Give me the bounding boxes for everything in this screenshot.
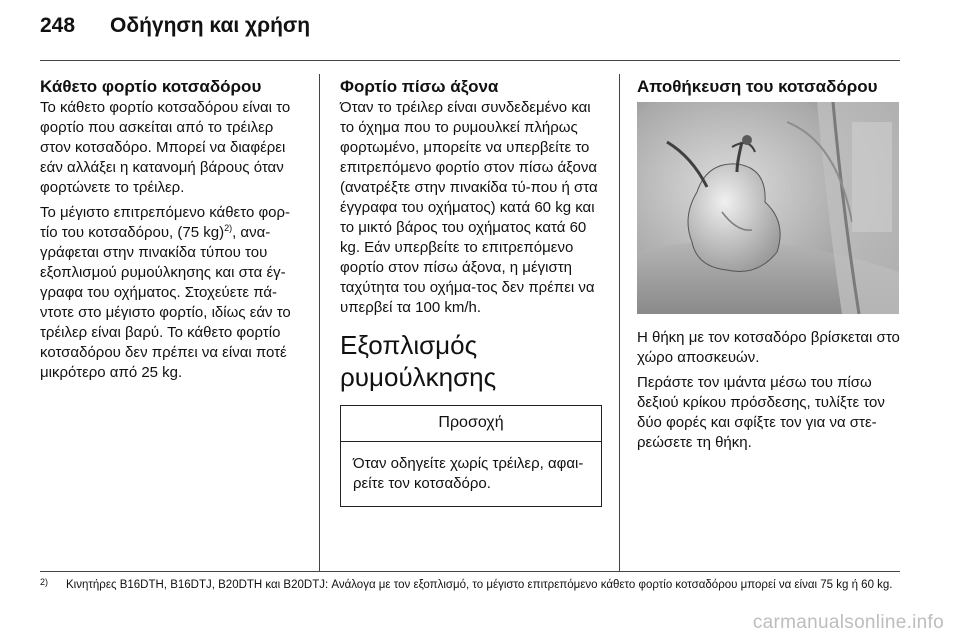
footnote-reference[interactable]: 2) — [224, 223, 233, 233]
page-number: 248 — [40, 14, 76, 37]
footnote-text: Κινητήρες B16DTH, B16DTJ, B20DTH και B20DTJ: Ανάλογα με τον εξοπλισμό, το μέγιστο επιτρεπόμενο κάθετο φορτίο κοτσαδόρου μπορεί να είναι 75 kg ή 60 kg. — [66, 579, 893, 591]
page-title: Οδήγηση και χρήση — [110, 14, 311, 37]
caution-notice-box — [340, 405, 602, 507]
column-divider-1 — [319, 74, 320, 571]
section-heading-rear-axle-load: Φορτίο πίσω άξονα — [340, 77, 499, 96]
header-rule — [40, 60, 900, 61]
footnote-rule — [40, 571, 900, 572]
column-divider-2 — [619, 74, 620, 571]
watermark: carmanualsonline.info — [752, 612, 944, 633]
text-run: , ανα-γράφεται στην πινακίδα τύπου του εξοπλισμού ρυμούλκησης και στα έγ-γραφα του οχήματος. Στοχεύετε πά-ντοτε στο μέγιστο φορτίο, ιδίως εάν το τρέιλερ είναι βαρύ. Το κάθετο φορτίο κοτσαδόρου δεν πρέπει να είναι ποτέ μικρότερο από 25 kg. — [40, 224, 291, 381]
section-heading-storage: Αποθήκευση του κοτσαδόρου — [637, 77, 878, 96]
paragraph-storage-location: Η θήκη με τον κοτσαδόρο βρίσκεται στο χώρο αποσκευών. — [637, 329, 900, 366]
section-title-towing-equipment: Εξοπλισμός ρυμούλκησης — [340, 330, 497, 392]
footnote — [40, 578, 910, 592]
paragraph-rear-axle-load: Όταν το τρέιλερ είναι συνδεδεμένο και το όχημα που το ρυμουλκεί πλήρως φορτωμένο, μπορείτε να υπερβείτε το επιτρεπόμενο φορτίο στον πίσω άξονα (ανατρέξτε στην πινακίδα τύ-που ή στα έγγραφα του οχήματος) κατά 60 kg και το μικτό βάρος του οχήματος κατά 60 kg. Εάν υπερβείτε το επιτρεπόμενο φορτίο στον πίσω άξονα, η μέγιστη ταχύτητα του οχήμα-τος δεν πρέπει να υπερβεί τα 100 km/h. — [340, 99, 598, 316]
column-2 — [340, 76, 602, 507]
photo-towbar-bag-in-trunk — [637, 102, 899, 314]
photo-illustration — [637, 102, 899, 314]
paragraph-vertical-load-intro: Το κάθετο φορτίο κοτσαδόρου είναι το φορτίο που ασκείται από το τρέιλερ στον κοτσαδόρο. Μπορεί να διαφέρει εάν αλλάξει η κατανομή βάρους όταν φορτώνετε το τρέιλερ. — [40, 99, 291, 196]
paragraph-vertical-load-max — [40, 203, 306, 383]
paragraph-storage-instructions: Περάστε τον ιμάντα μέσω του πίσω δεξιού κρίκου πρόσδεσης, τυλίξτε τον δύο φορές και σφίξτε τον για να στε-ρεώσετε τη θήκη. — [637, 374, 885, 451]
column-1 — [40, 76, 306, 388]
section-heading-vertical-load: Κάθετο φορτίο κοτσαδόρου — [40, 77, 262, 96]
caution-notice-title: Προσοχή — [341, 406, 601, 442]
column-3 — [637, 76, 903, 458]
text-run: Το μέγιστο επιτρεπόμενο κάθετο φορ-τίο του κοτσαδόρου, (75 kg) — [40, 204, 291, 241]
caution-notice-body: Όταν οδηγείτε χωρίς τρέιλερ, αφαι-ρείτε τον κοτσαδόρο. — [353, 455, 584, 492]
footnote-number: 2) — [40, 577, 49, 587]
